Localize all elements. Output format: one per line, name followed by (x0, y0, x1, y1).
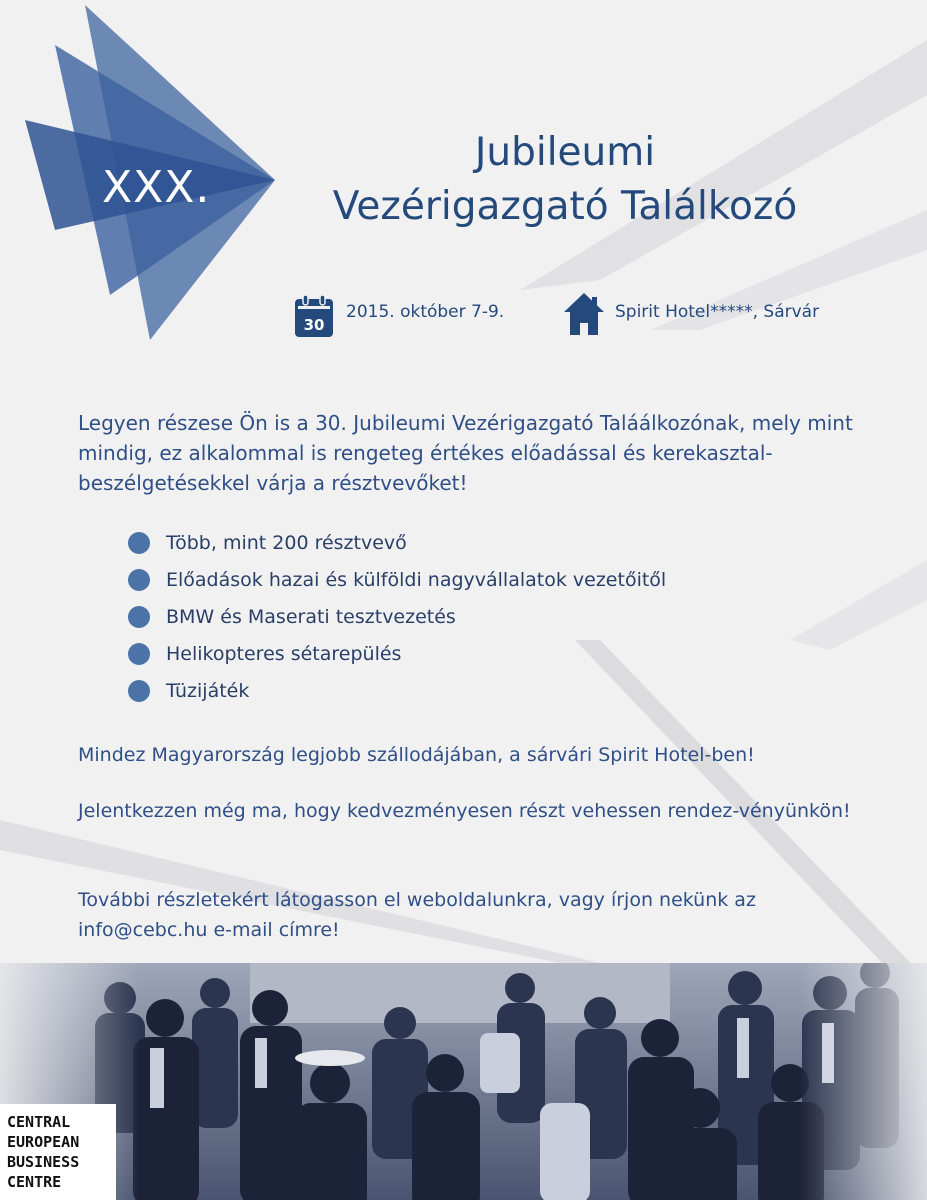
cebc-logo (0, 1104, 116, 1200)
logo-line: BUSINESS (7, 1153, 80, 1171)
contact-paragraph: További részletekért látogasson el weboldalunkra, vagy írjon nekünk az info@cebc.hu e-mail címre! (78, 889, 756, 941)
bullet-dot (128, 569, 150, 591)
bullet-dot (128, 606, 150, 628)
list-item (128, 672, 666, 709)
house-icon (563, 291, 605, 337)
calendar-day: 30 (303, 316, 325, 334)
hotel-paragraph: Mindez Magyarország legjobb szállodájában, a sárvári Spirit Hotel-ben! (78, 744, 755, 766)
event-venue-text: Spirit Hotel*****, Sárvár (615, 302, 820, 322)
feature-list (128, 524, 666, 709)
bullet-dot (128, 680, 150, 702)
feature-label: BMW és Maserati tesztvezetés (166, 605, 456, 628)
logo-line: CENTRAL (7, 1113, 71, 1131)
title-line-2: Vezérigazgató Találkozó (332, 184, 798, 229)
event-date-text: 2015. október 7-9. (346, 302, 505, 322)
edition-number: XXX. (102, 162, 211, 213)
event-date (294, 294, 504, 338)
title-line-1: Jubileumi (474, 130, 656, 175)
intro-paragraph: Legyen részese Ön is a 30. Jubileumi Vezérigazgató Taláálkozónak, mely mint mindig, ez alkalommal is rengeteg értékes előadással és kerekasztal-beszélgetésekkel várja a résztvevőket! (78, 411, 853, 495)
logo-line: EUROPEAN (7, 1133, 80, 1151)
bullet-dot (128, 532, 150, 554)
event-venue (563, 290, 819, 338)
list-item (128, 635, 666, 672)
feature-label: Tüzijáték (166, 679, 250, 702)
calendar-icon (294, 294, 334, 338)
register-paragraph: Jelentkezzen még ma, hogy kedvezményesen részt vehessen rendez-vényünkön! (78, 800, 851, 822)
feature-label: Helikopteres sétarepülés (166, 642, 402, 665)
event-photo (0, 963, 927, 1200)
page-title (295, 126, 835, 234)
list-item (128, 561, 666, 598)
feature-label: Előadások hazai és külföldi nagyvállalatok vezetőitől (166, 568, 667, 591)
list-item (128, 524, 666, 561)
list-item (128, 598, 666, 635)
feature-label: Több, mint 200 résztvevő (166, 531, 407, 554)
bullet-dot (128, 643, 150, 665)
logo-line: CENTRE (7, 1173, 62, 1191)
